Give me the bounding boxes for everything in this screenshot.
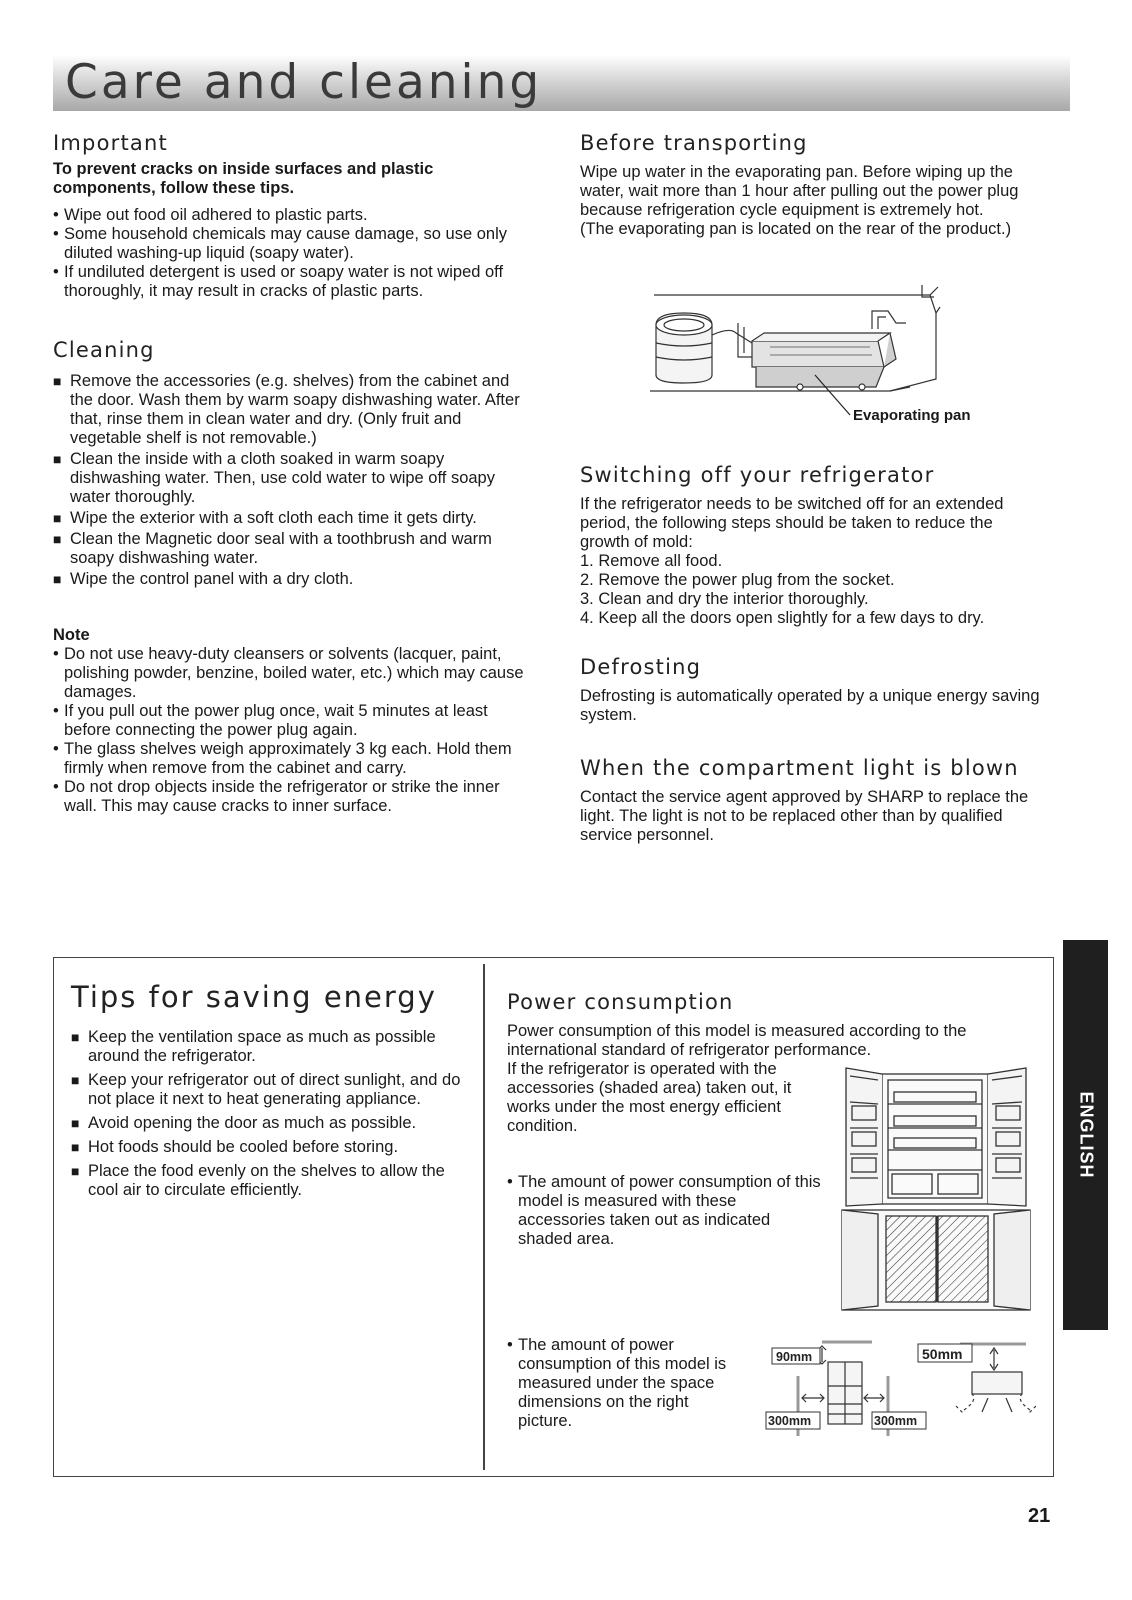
list-item: 4. Keep all the doors open slightly for a few days to dry. [580, 609, 985, 627]
defrosting-section [580, 654, 1042, 725]
page-number: 21 [1028, 1505, 1051, 1527]
square-bullet-icon: ■ [71, 1029, 80, 1045]
important-intro-line1: To prevent cracks on inside surfaces and plastic [53, 160, 434, 178]
list-item: 3. Clean and dry the interior thoroughly. [580, 590, 869, 608]
list-item: ■ Clean the inside with a cloth soaked in warm soapy dishwashing water. Then, use cold water to wipe off soapy water thoroughly. [53, 450, 495, 506]
list-item: 2. Remove the power plug from the socket. [580, 571, 895, 589]
list-item: • Do not drop objects inside the refrigerator or strike the inner wall. This may cause cracks to inner surface. [53, 778, 530, 816]
list-item: • The glass shelves weigh approximately 3 kg each. Hold them firmly when remove from the cabinet and carry. [53, 740, 530, 778]
clearance-diagram [764, 1340, 1036, 1440]
list-item: ■ Place the food evenly on the shelves to allow the cool air to circulate efficiently. [71, 1162, 445, 1199]
dim-top-right: 50mm [922, 1346, 963, 1362]
important-heading: Important [53, 131, 168, 155]
note-section [53, 626, 530, 816]
light-heading: When the compartment light is blown [580, 756, 1019, 780]
switch-off-steps [580, 552, 1042, 628]
list-item: • The amount of power consumption of this model is measured under the space dimensions on the right picture. [507, 1336, 742, 1431]
tips-section [71, 980, 471, 1200]
important-intro-line2: components, follow these tips. [53, 179, 295, 197]
dim-side-right: 300mm [874, 1414, 918, 1428]
page-title: Care and cleaning [65, 55, 543, 110]
list-item: • The amount of power consumption of this model is measured with these accessories taken out as indicated shaded area. [507, 1173, 825, 1249]
list-item: 1. Remove all food. [580, 552, 723, 570]
power-text-1: Power consumption of this model is measured according to the international standard of refrigerator performance. [507, 1022, 967, 1059]
tips-list [71, 1028, 463, 1200]
list-item: ■ Remove the accessories (e.g. shelves) from the cabinet and the door. Wash them by warm soapy dishwashing water. After that, rinse them in clean water and dry. (Only fruit and vegetable shelf is not removable.) [53, 372, 520, 447]
square-bullet-icon: ■ [71, 1115, 80, 1131]
tips-heading: Tips for saving energy [71, 980, 437, 1014]
power-text-2: If the refrigerator is operated with the accessories (shaded area) taken out, it works under the most energy efficient condition. [507, 1060, 792, 1135]
square-bullet-icon: ■ [71, 1072, 80, 1088]
language-tab-label: ENGLISH [1076, 1091, 1096, 1179]
square-bullet-icon: ■ [53, 571, 62, 587]
square-bullet-icon: ■ [71, 1163, 80, 1179]
power-bullet-1 [507, 1173, 825, 1249]
list-item: • If undiluted detergent is used or soapy water is not wiped off thoroughly, it may result in cracks of plastic parts. [53, 263, 530, 301]
light-section [580, 755, 1042, 845]
switch-off-heading: Switching off your refrigerator [580, 463, 935, 487]
tips-box-divider [483, 964, 485, 1470]
power-heading: Power consumption [507, 990, 734, 1014]
list-item: ■ Hot foods should be cooled before storing. [71, 1138, 399, 1156]
cleaning-list [53, 372, 530, 589]
list-item: • If you pull out the power plug once, wait 5 minutes at least before connecting the power plug again. [53, 702, 530, 740]
square-bullet-icon: ■ [71, 1139, 80, 1155]
important-list [53, 206, 530, 301]
square-bullet-icon: ■ [53, 451, 62, 467]
transport-heading: Before transporting [580, 131, 808, 155]
square-bullet-icon: ■ [53, 531, 62, 547]
transport-text-2: (The evaporating pan is located on the rear of the product.) [580, 220, 1012, 238]
dim-side-left: 300mm [768, 1414, 812, 1428]
refrigerator-diagram [838, 1066, 1034, 1312]
note-heading: Note [53, 626, 90, 644]
list-item: ■ Keep the ventilation space as much as possible around the refrigerator. [71, 1028, 436, 1065]
square-bullet-icon: ■ [53, 510, 62, 526]
light-text: Contact the service agent approved by SHARP to replace the light. The light is not to be replaced other than by qualified service personnel. [580, 788, 1029, 844]
power-bullet-2 [507, 1336, 742, 1431]
transport-section [580, 130, 1042, 239]
important-intro [53, 160, 530, 198]
defrosting-text: Defrosting is automatically operated by a unique energy saving system. [580, 687, 1040, 724]
evaporating-pan-label: Evaporating pan [853, 407, 971, 424]
language-tab [1063, 940, 1108, 1330]
transport-text: Wipe up water in the evaporating pan. Before wiping up the water, wait more than 1 hour after pulling out the power plug because refrigeration cycle equipment is extremely hot. [580, 163, 1019, 219]
header-banner [53, 55, 1070, 111]
switch-off-text: If the refrigerator needs to be switched off for an extended period, the following steps should be taken to reduce the growth of mold: [580, 495, 1004, 551]
list-item: ■ Avoid opening the door as much as possible. [71, 1114, 417, 1132]
note-list [53, 645, 530, 816]
important-section [53, 130, 530, 301]
list-item: ■ Keep your refrigerator out of direct sunlight, and do not place it next to heat generating appliance. [71, 1071, 461, 1108]
cleaning-heading: Cleaning [53, 338, 155, 362]
defrosting-heading: Defrosting [580, 655, 702, 679]
switch-off-section [580, 462, 1042, 628]
cleaning-section [53, 337, 530, 589]
power-section [507, 989, 1007, 1060]
list-item: • Do not use heavy-duty cleansers or solvents (lacquer, paint, polishing powder, benzine, boiled water, etc.) which may cause damages. [53, 645, 530, 702]
dim-top-left: 90mm [776, 1350, 813, 1364]
list-item: ■ Wipe the exterior with a soft cloth each time it gets dirty. [53, 509, 477, 527]
square-bullet-icon: ■ [53, 373, 62, 389]
list-item: • Some household chemicals may cause damage, so use only diluted washing-up liquid (soapy water). [53, 225, 530, 263]
list-item: ■ Clean the Magnetic door seal with a toothbrush and warm soapy dishwashing water. [53, 530, 492, 567]
list-item: • Wipe out food oil adhered to plastic parts. [53, 206, 530, 225]
list-item: ■ Wipe the control panel with a dry cloth. [53, 570, 354, 588]
